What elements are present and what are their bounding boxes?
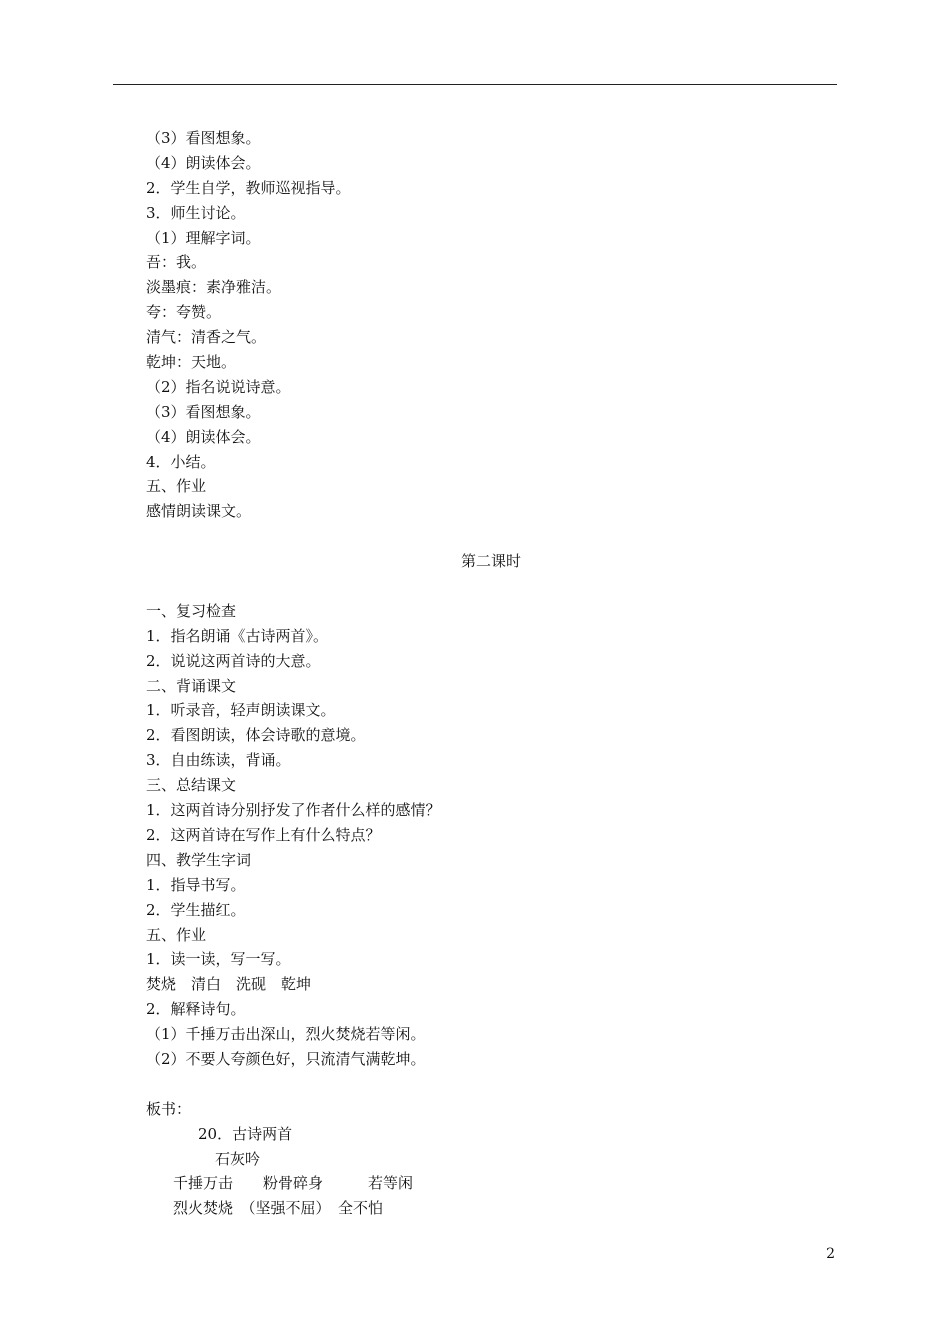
text-line: （2）不要人夸颜色好，只流清气满乾坤。	[146, 1049, 426, 1068]
text-line: 3．自由练读，背诵。	[146, 751, 291, 770]
text-line: （1）千捶万击出深山，烈火焚烧若等闲。	[146, 1025, 426, 1044]
text-line: 三、总结课文	[146, 776, 237, 795]
board-row: 烈火焚烧 （坚强不屈） 全不怕	[173, 1199, 384, 1218]
text-line: （4）朗读体会。	[146, 153, 261, 172]
text-line: 乾坤：天地。	[146, 353, 237, 372]
text-line: 四、教学生字词	[146, 850, 252, 869]
text-line: （3）看图想象。	[146, 129, 261, 147]
document-body	[146, 126, 836, 1221]
part1	[146, 126, 836, 524]
text-line: 感情朗读课文。	[146, 502, 252, 521]
text-line: 夸：夸赞。	[146, 303, 222, 322]
section-title: 第二课时	[460, 552, 521, 571]
text-line: 二、背诵课文	[146, 676, 237, 695]
text-line: 4．小结。	[146, 452, 216, 471]
text-line: （1）理解字词。	[146, 228, 261, 247]
text-line: 2．看图朗读，体会诗歌的意境。	[146, 726, 366, 745]
text-line: 吾：我。	[146, 253, 207, 272]
text-line: 1．指名朗诵《古诗两首》。	[146, 626, 329, 645]
text-line: 五、作业	[146, 477, 207, 496]
text-line: 1．这两首诗分别抒发了作者什么样的感情？	[146, 801, 441, 820]
board-subtitle: 石灰吟	[215, 1149, 261, 1168]
part2	[146, 599, 836, 1072]
text-line: （3）看图想象。	[146, 402, 261, 421]
board-row: 千捶万击 粉骨碎身 若等闲	[173, 1174, 414, 1193]
text-line: 2．学生描红。	[146, 900, 246, 919]
text-line: 五、作业	[146, 925, 207, 944]
header-rule	[113, 84, 837, 85]
text-line: 3．师生讨论。	[146, 203, 246, 222]
page-number: 2	[826, 1246, 835, 1262]
text-line: 1．听录音，轻声朗读课文。	[146, 701, 336, 720]
text-line: 清气：清香之气。	[146, 328, 267, 347]
text-line: 2．解释诗句。	[146, 1000, 246, 1019]
blackboard-outline	[146, 1097, 836, 1221]
board-label: 板书：	[146, 1099, 192, 1118]
text-line: 焚烧 清白 洗砚 乾坤	[146, 975, 312, 994]
text-line: 2．这两首诗在写作上有什么特点？	[146, 825, 381, 844]
text-line: 淡墨痕：素净雅洁。	[146, 278, 282, 297]
text-line: 2．说说这两首诗的大意。	[146, 651, 321, 670]
text-line: （4）朗读体会。	[146, 427, 261, 446]
text-line: 1．指导书写。	[146, 875, 246, 894]
text-line: 2．学生自学，教师巡视指导。	[146, 178, 351, 197]
text-line: 1．读一读，写一写。	[146, 950, 291, 969]
text-line: （2）指名说说诗意。	[146, 377, 291, 396]
board-title: 20．古诗两首	[198, 1124, 293, 1143]
text-line: 一、复习检查	[146, 601, 237, 620]
